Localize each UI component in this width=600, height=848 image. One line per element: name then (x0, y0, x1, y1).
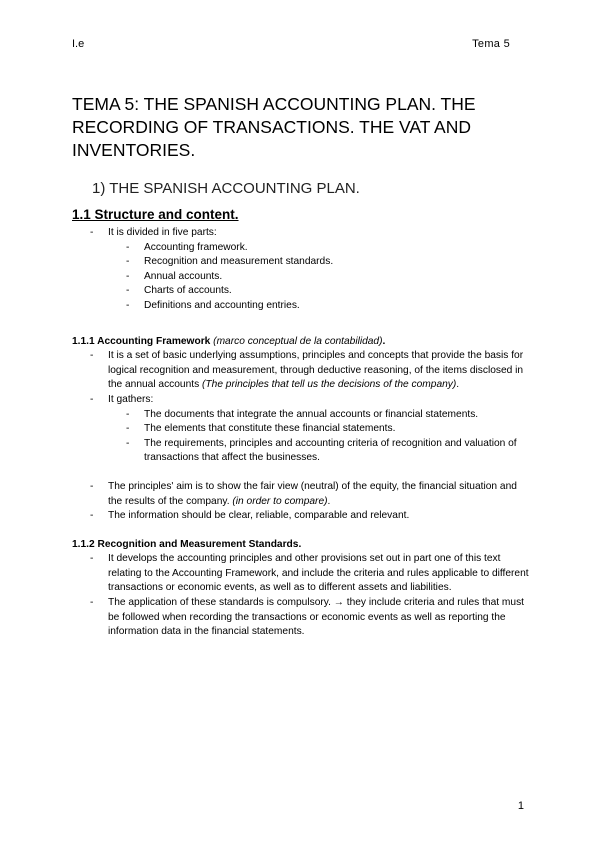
list-item: - The information should be clear, reliable, comparable and relevant. (90, 510, 410, 522)
header-left: I.e (72, 38, 85, 50)
document-title: TEMA 5: THE SPANISH ACCOUNTING PLAN. THE RECORDING OF TRANSACTIONS. THE VAT AND INVENTORIES. (72, 94, 476, 160)
subsection-heading: 1.1 Structure and content. (72, 207, 239, 222)
list-item: - It gathers: (90, 393, 154, 405)
section-heading: 1) THE SPANISH ACCOUNTING PLAN. (92, 180, 360, 197)
subsection-heading-1-1-1: 1.1.1 Accounting Framework (marco conceptual de la contabilidad). (72, 335, 386, 347)
list-item: - The elements that constitute these financial statements. (126, 423, 396, 435)
list-item: - It develops the accounting principles and other provisions set out in part one of this text relating to the Accounting Framework, and include the criteria and rules applicable to different transactions or economic events, as well as to different assets and liabilities. (90, 553, 529, 594)
page-number: 1 (517, 800, 524, 812)
list-item: - Recognition and measurement standards. (126, 256, 334, 268)
list-item: - Annual accounts. (126, 270, 223, 282)
header-right: Tema 5 (472, 38, 510, 50)
list-item: - The documents that integrate the annual accounts or financial statements. (126, 408, 479, 420)
list-item: - Definitions and accounting entries. (126, 299, 300, 311)
list-item: - It is divided in five parts: (90, 227, 217, 238)
list-item: - Charts of accounts. (126, 285, 232, 297)
list-item: - The principles' aim is to show the fair view (neutral) of the equity, the financial situation and the results of the company. (in order to compare). (90, 480, 517, 507)
document-body (72, 226, 532, 640)
subsection-heading-1-1-2: 1.1.2 Recognition and Measurement Standards. (72, 538, 302, 550)
list-item: - The requirements, principles and accounting criteria of recognition and valuation of transactions that affect the businesses. (126, 437, 517, 464)
list-item: - It is a set of basic underlying assumptions, principles and concepts that provide the basis for logical recognition and measurement, through deductive reasoning, of the items disclosed in the annual accounts (The principles that tell us the decisions of the company). (90, 350, 524, 391)
list-item: - The application of these standards is compulsory. → they include criteria and rules that must be followed when recording the transactions or economic events as well as reporting the information data in the financial statements. (90, 597, 525, 638)
list-item: - Accounting framework. (126, 241, 248, 253)
